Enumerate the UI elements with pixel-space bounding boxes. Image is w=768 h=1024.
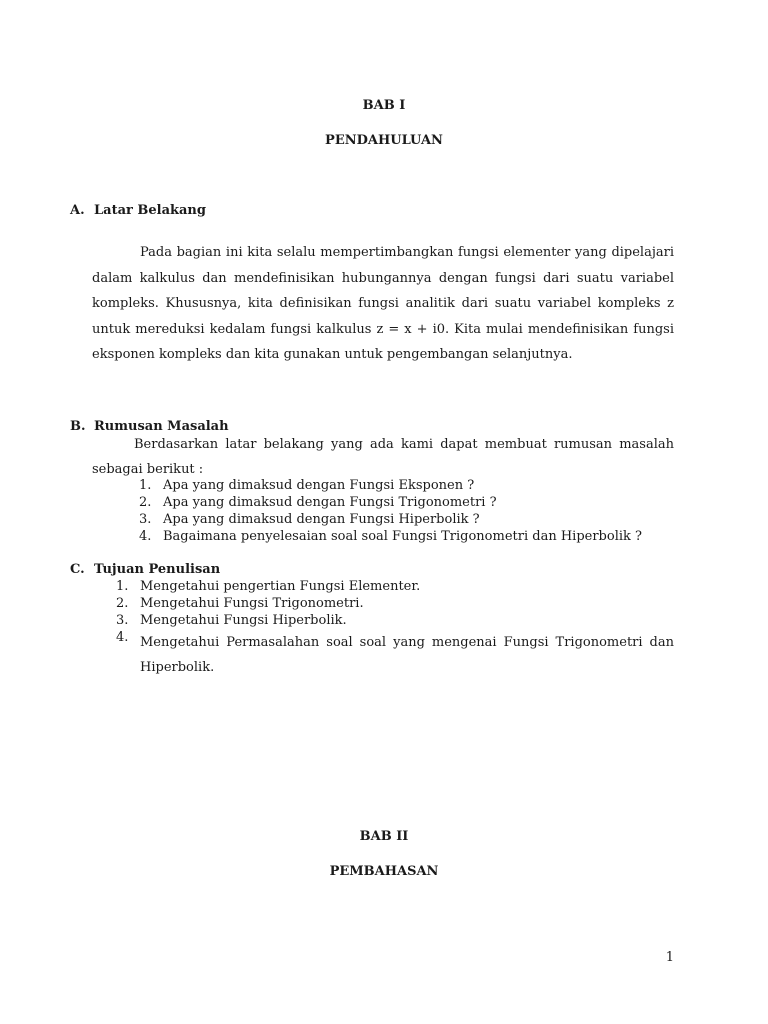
chapter1-subtitle: PENDAHULUAN: [325, 133, 443, 148]
list-item: [116, 579, 420, 594]
list-item: [116, 596, 364, 611]
list-item: [116, 630, 674, 680]
section-c-letter: C.: [70, 562, 85, 577]
list-item-number: 3.: [139, 512, 152, 527]
list-item: [116, 613, 347, 628]
list-item-number: 3.: [116, 613, 129, 628]
list-item-text: Mengetahui Permasalahan soal soal yang mengenai Fungsi Trigonometri dan Hiperbolik.: [140, 635, 674, 675]
chapter1-title: BAB I: [362, 98, 406, 113]
section-c-title: Tujuan Penulisan: [94, 562, 221, 577]
list-item: [139, 512, 480, 527]
list-item-text: Apa yang dimaksud dengan Fungsi Trigonometri ?: [163, 495, 497, 510]
list-item-text: Apa yang dimaksud dengan Fungsi Eksponen ?: [163, 478, 475, 493]
section-b-letter: B.: [70, 419, 86, 434]
section-a-letter: A.: [70, 203, 85, 218]
chapter2-subtitle: PEMBAHASAN: [329, 864, 439, 879]
list-item-number: 4.: [116, 630, 129, 645]
list-item-text: Mengetahui Fungsi Hiperbolik.: [140, 613, 347, 628]
list-item-number: 4.: [139, 529, 152, 544]
section-a-title: Latar Belakang: [94, 203, 206, 218]
section-c-heading: [70, 562, 220, 577]
list-item-text: Apa yang dimaksud dengan Fungsi Hiperbolik ?: [163, 512, 480, 527]
list-item: [139, 495, 497, 510]
list-item-number: 1.: [139, 478, 152, 493]
chapter2-title: BAB II: [359, 829, 409, 844]
list-item: [139, 529, 642, 544]
section-a-paragraph-text: Pada bagian ini kita selalu mempertimbangkan fungsi elementer yang dipelajari dalam kalkulus dan mendefinisikan hubungannya dengan fungsi dari suatu variabel kompleks. Khususnya, kita definisikan fungsi analitik dari suatu variabel kompleks z untuk mereduksi kedalam fungsi kalkulus z = x + i0. Kita mulai mendefinisikan fungsi eksponen kompleks dan kita gunakan untuk pengembangan selanjutnya.: [92, 245, 674, 362]
list-item-number: 1.: [116, 579, 129, 594]
list-item: [139, 478, 474, 493]
list-item-text: Mengetahui pengertian Fungsi Elementer.: [140, 579, 421, 594]
section-a-heading: [70, 203, 206, 218]
list-item-text: Mengetahui Fungsi Trigonometri.: [140, 596, 364, 611]
list-item-number: 2.: [116, 596, 129, 611]
page-number: 1: [665, 950, 674, 965]
list-item-number: 2.: [139, 495, 152, 510]
list-item-text: Bagaimana penyelesaian soal soal Fungsi Trigonometri dan Hiperbolik ?: [163, 529, 642, 544]
section-b-intro-text: Berdasarkan latar belakang yang ada kami dapat membuat rumusan masalah sebagai berikut :: [92, 437, 674, 477]
section-b-title: Rumusan Masalah: [94, 419, 229, 434]
section-a-paragraph: [92, 240, 674, 368]
section-b-intro: [92, 432, 674, 482]
